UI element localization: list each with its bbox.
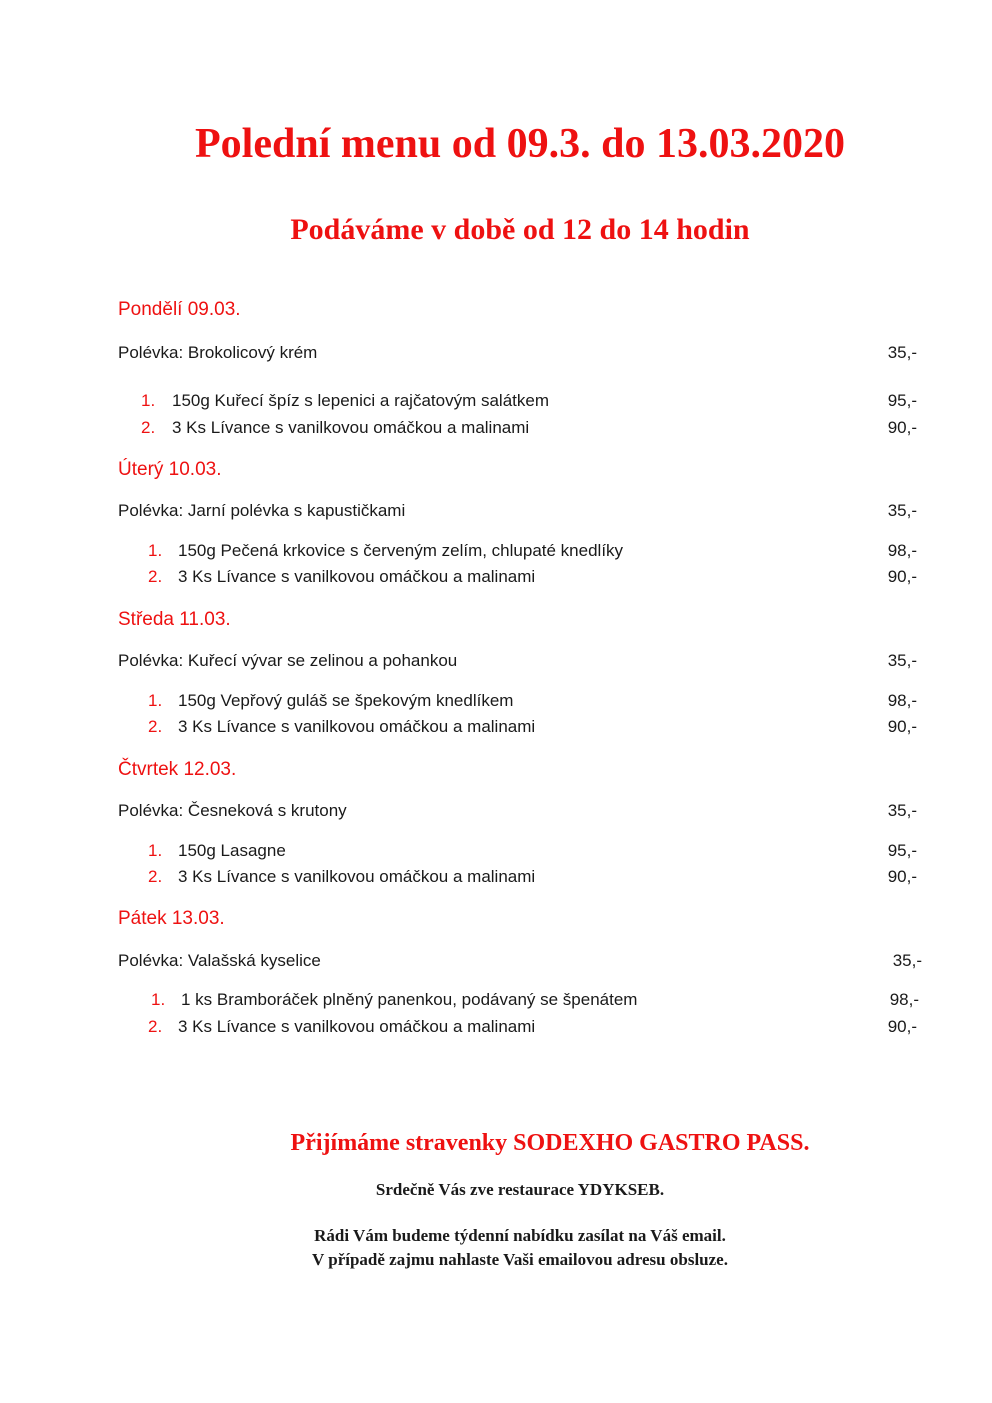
soup-price: 35,- bbox=[887, 651, 917, 670]
item-number: 2. bbox=[148, 567, 163, 586]
day-heading: Pondělí 09.03. bbox=[118, 299, 241, 320]
soup-label: Polévka: Valašská kyselice bbox=[118, 951, 321, 970]
day-heading: Úterý 10.03. bbox=[118, 459, 222, 480]
meal-price: 90,- bbox=[887, 867, 917, 886]
meal-item: 3 Ks Lívance s vanilkovou omáčkou a malinami bbox=[178, 867, 536, 886]
item-number: 2. bbox=[141, 418, 156, 437]
meal-price: 95,- bbox=[887, 841, 917, 860]
page-title: Polední menu od 09.3. do 13.03.2020 bbox=[195, 121, 845, 167]
meal-price: 98,- bbox=[889, 990, 919, 1009]
day-heading: Čtvrtek 12.03. bbox=[118, 759, 237, 780]
meal-item: 150g Pečená krkovice s červeným zelím, chlupaté knedlíky bbox=[178, 541, 624, 560]
soup-label: Polévka: Jarní polévka s kapustičkami bbox=[118, 501, 406, 520]
meal-item: 3 Ks Lívance s vanilkovou omáčkou a malinami bbox=[178, 567, 536, 586]
meal-price: 90,- bbox=[887, 567, 917, 586]
item-number: 1. bbox=[148, 541, 163, 560]
soup-label: Polévka: Brokolicový krém bbox=[118, 343, 318, 362]
item-number: 1. bbox=[151, 990, 166, 1009]
email-offer-line1: Rádi Vám budeme týdenní nabídku zasílat na Váš email. bbox=[314, 1226, 726, 1245]
invitation: Srdečně Vás zve restaurace YDYKSEB. bbox=[375, 1180, 665, 1199]
item-number: 2. bbox=[148, 717, 163, 736]
item-number: 1. bbox=[141, 391, 156, 410]
day-heading: Středa 11.03. bbox=[118, 609, 231, 630]
meal-item: 150g Vepřový guláš se špekovým knedlíkem bbox=[178, 691, 514, 710]
item-number: 1. bbox=[148, 841, 163, 860]
soup-label: Polévka: Kuřecí vývar se zelinou a pohankou bbox=[118, 651, 458, 670]
meal-price: 90,- bbox=[887, 717, 917, 736]
email-offer-line2: V případě zajmu nahlaste Vaši emailovou adresu obsluze. bbox=[312, 1250, 728, 1269]
meal-price: 98,- bbox=[887, 691, 917, 710]
meal-price: 98,- bbox=[887, 541, 917, 560]
meal-price: 95,- bbox=[887, 391, 917, 410]
soup-label: Polévka: Česneková s krutony bbox=[118, 801, 347, 820]
soup-price: 35,- bbox=[887, 801, 917, 820]
item-number: 2. bbox=[148, 867, 163, 886]
meal-item: 150g Lasagne bbox=[178, 841, 286, 860]
meal-item: 3 Ks Lívance s vanilkovou omáčkou a malinami bbox=[172, 418, 530, 437]
soup-price: 35,- bbox=[887, 501, 917, 520]
item-number: 2. bbox=[148, 1017, 163, 1036]
serving-hours: Podáváme v době od 12 do 14 hodin bbox=[290, 213, 750, 246]
meal-price: 90,- bbox=[887, 1017, 917, 1036]
meal-item: 150g Kuřecí špíz s lepenici a rajčatovým salátkem bbox=[172, 391, 550, 410]
soup-price: 35,- bbox=[887, 343, 917, 362]
meal-price: 90,- bbox=[887, 418, 917, 437]
meal-item: 1 ks Bramboráček plněný panenkou, podávaný se špenátem bbox=[181, 990, 638, 1009]
meal-item: 3 Ks Lívance s vanilkovou omáčkou a malinami bbox=[178, 1017, 536, 1036]
meal-item: 3 Ks Lívance s vanilkovou omáčkou a malinami bbox=[178, 717, 536, 736]
soup-price: 35,- bbox=[892, 951, 922, 970]
voucher-notice: Přijímáme stravenky SODEXHO GASTRO PASS. bbox=[290, 1130, 810, 1156]
item-number: 1. bbox=[148, 691, 163, 710]
day-heading: Pátek 13.03. bbox=[118, 908, 225, 929]
